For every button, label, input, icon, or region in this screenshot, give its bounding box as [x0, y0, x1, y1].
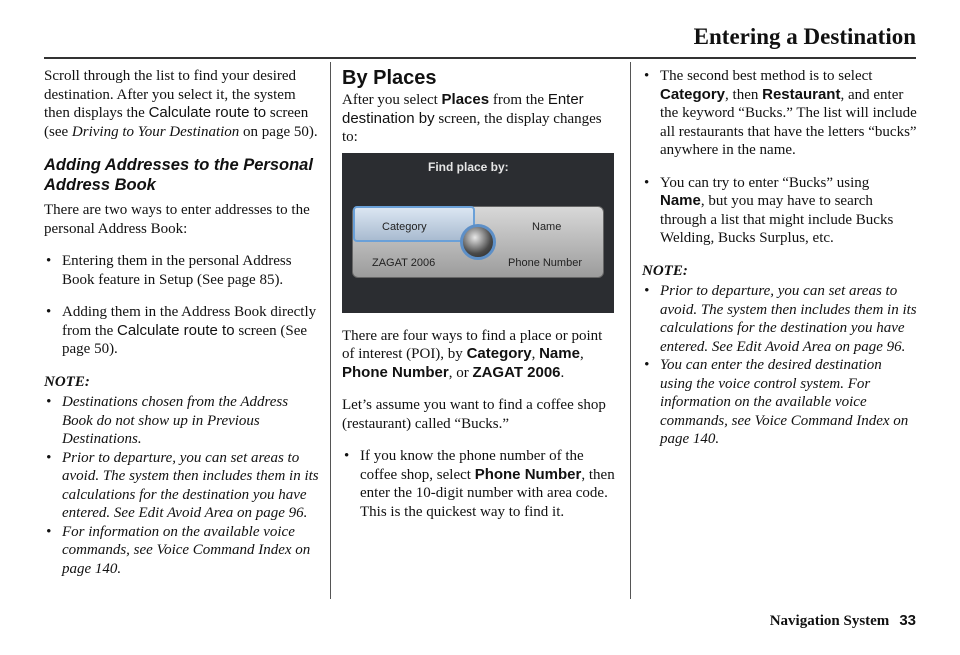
category-label: Category [382, 220, 427, 233]
method-list [342, 447, 617, 521]
list-item: • If you know the phone number of the coffee shop, select Phone Number, then enter the 10-digit number with area code. This is the quickest way to find it. [342, 447, 617, 521]
address-book-paragraph: There are two ways to enter addresses to the personal Address Book: [44, 202, 310, 237]
footer-label: Navigation System [769, 613, 890, 629]
example-paragraph: Let’s assume you want to find a coffee shop (restaurant) called “Bucks.” [342, 397, 606, 432]
section-heading-by-places: By Places [342, 67, 437, 89]
ways-paragraph: There are four ways to find a place or point of interest (POI), by Category, Name, Phone Number, or ZAGAT 2006. [342, 327, 603, 381]
method-list-continued [642, 67, 917, 248]
page-number: 33 [899, 612, 916, 629]
list-item: • The second best method is to select Category, then Restaurant, and enter the keyword “Bucks.” The list will include all restaurants that have the letters “bucks” anywhere in the name. [642, 67, 917, 160]
note-item: • Destinations chosen from the Address Book do not show up in Previous Destinations. [44, 393, 319, 449]
note-label: NOTE: [642, 262, 688, 279]
column-2 [342, 67, 617, 535]
intro-paragraph: Scroll through the list to find your desired destination. After you select it, the system then displays the Calculate route to screen (see Driving to Your Destination on page 50). [44, 68, 318, 140]
note-item: • Prior to departure, you can set areas to avoid. The system then includes them in its calculations for the destination you have entered. See Edit Avoid Area on page 96. [642, 282, 917, 356]
section-heading-address-book: Adding Addresses to the Personal Address Book [44, 156, 313, 194]
page-title: Entering a Destination [693, 24, 916, 49]
column-divider [330, 62, 331, 599]
note-list [44, 393, 319, 578]
address-book-list [44, 252, 319, 359]
column-3 [642, 67, 917, 463]
selector-knob-icon [460, 224, 496, 260]
list-item: • Adding them in the Address Book directly from the Calculate route to screen (See page 50). [44, 303, 319, 359]
note-item: • For information on the available voice commands, see Voice Command Index on page 140. [44, 523, 319, 579]
page-footer [770, 612, 916, 630]
screen-header: Find place by: [428, 159, 509, 174]
column-1 [44, 67, 319, 592]
note-label: NOTE: [44, 373, 90, 390]
name-option[interactable]: Name [532, 220, 562, 233]
phone-number-option[interactable]: Phone Number [508, 256, 582, 269]
find-place-screen [342, 153, 614, 313]
list-item: • Entering them in the personal Address Book feature in Setup (See page 85). [44, 252, 319, 289]
note-list [642, 282, 917, 449]
zagat-option[interactable]: ZAGAT 2006 [372, 256, 436, 269]
places-paragraph: After you select Places from the Enter destination by screen, the display changes to: [342, 91, 602, 145]
column-divider [630, 62, 631, 599]
note-item: • You can enter the desired destination using the voice control system. For information on the available voice commands, see Voice Command Index on page 140. [642, 356, 917, 449]
note-item: • Prior to departure, you can set areas to avoid. The system then includes them in its calculations for the destination you have entered. See Edit Avoid Area on page 96. [44, 449, 319, 523]
header-rule [44, 57, 916, 59]
list-item: • You can try to enter “Bucks” using Name, but you may have to search through a list that might include Bucks Welding, Bucks Surplus, etc. [642, 174, 917, 248]
